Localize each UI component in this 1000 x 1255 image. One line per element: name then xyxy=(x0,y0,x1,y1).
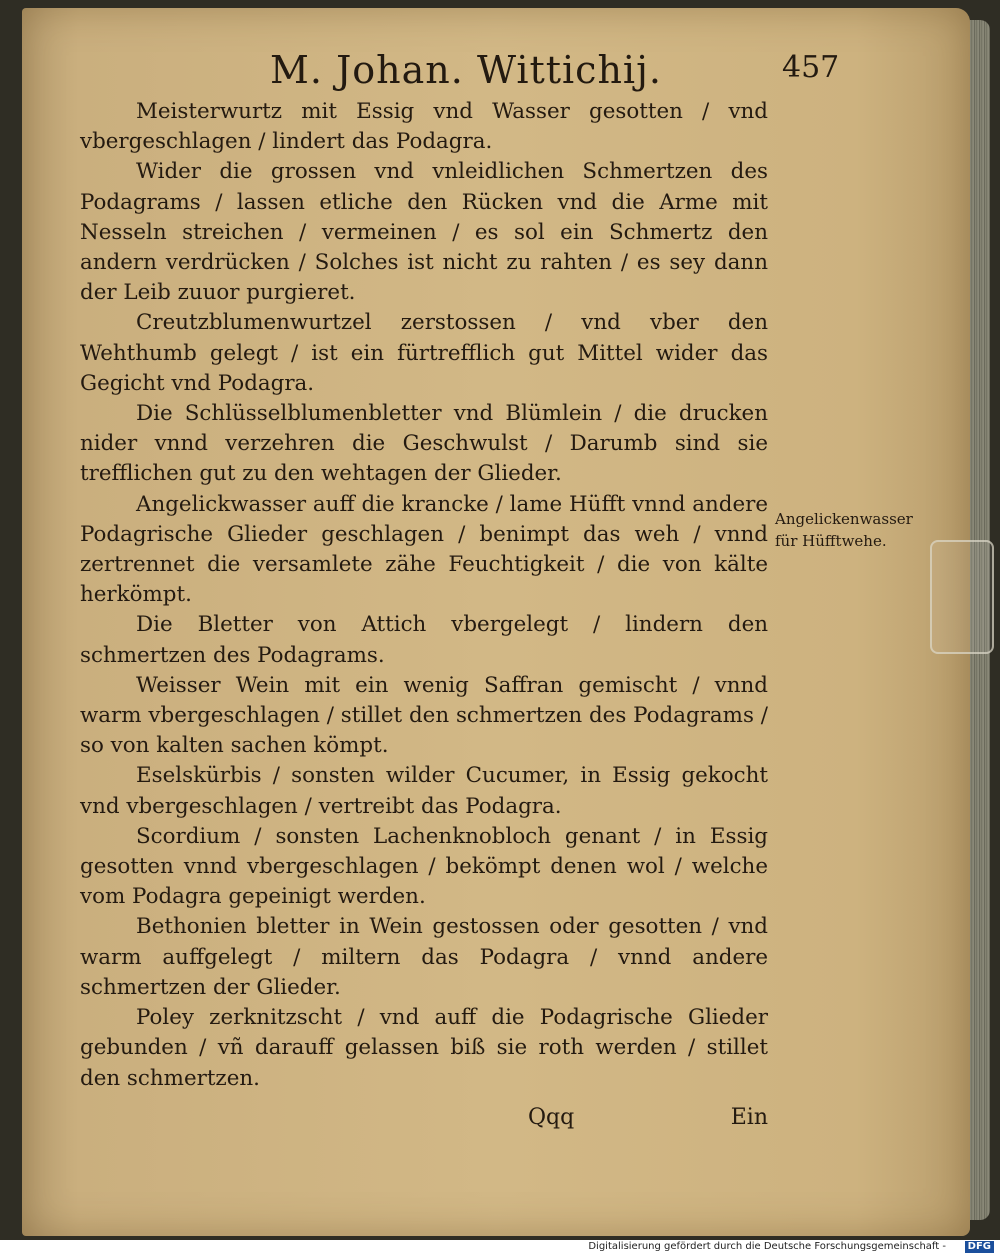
signature-line xyxy=(80,1105,768,1139)
page-tab-marker xyxy=(930,540,994,654)
body-text xyxy=(80,97,768,1094)
funding-credit: Digitalisierung gefördert durch die Deutsche Forschungsgemeinschaft - xyxy=(588,1241,946,1252)
signature-mark: Qqq xyxy=(528,1105,575,1130)
paragraph: Wider die grossen vnd vnleidlichen Schmertzen des Podagrams / lassen etliche den Rücken vnd die Arme mit Nesseln streichen / vermeinen / es sol ein Schmertz den andern verdrücken / Solches ist nicht zu rahten / es sey dann der Leib zuuor purgieret. xyxy=(80,159,768,306)
paragraph: Bethonien bletter in Wein gestossen oder gesotten / vnd warm auffgelegt / miltern das Podagra / vnnd andere schmertzen der Glieder. xyxy=(80,914,768,1000)
paragraph: Die Schlüsselblumenbletter vnd Blümlein / die drucken nider vnnd verzehren die Geschwulst / Darumb sind sie trefflichen gut zu den wehtagen der Glieder. xyxy=(80,401,768,487)
running-head: M. Johan. Wittichij. xyxy=(270,48,662,92)
catchword: Ein xyxy=(730,1105,768,1130)
paragraph: Weisser Wein mit ein wenig Saffran gemischt / vnnd warm vbergeschlagen / stillet den schmertzen des Podagrams / so von kalten sachen kömpt. xyxy=(80,672,768,759)
dfg-logo: DFG xyxy=(965,1241,994,1253)
page-header xyxy=(270,48,870,94)
paragraph: Scordium / sonsten Lachenknobloch genant / in Essig gesotten vnnd vbergeschlagen / bekömpt denen wol / welche vom Podagra gepeinigt werden. xyxy=(80,823,768,910)
paragraph: Creutzblumenwurtzel zerstossen / vnd vber den Wehthumb gelegt / ist ein fürtrefflich gut Mittel wider das Gegicht vnd Podagra. xyxy=(80,310,768,396)
paragraph: Meisterwurtz mit Essig vnd Wasser gesotten / vnd vbergeschlagen / lindert das Podagra. xyxy=(80,99,768,155)
paragraph: Die Bletter von Attich vbergelegt / lindern den schmertzen des Podagrams. xyxy=(80,612,768,668)
footer-bar xyxy=(0,1240,1000,1255)
margin-note: Angelickenwasser für Hüfftwehe. xyxy=(775,510,913,550)
paragraph: Angelickwasser auff die krancke / lame Hüfft vnnd andere Podagrische Glieder geschlagen / benimpt das weh / vnnd zertrennet die versamlete zähe Feuchtigkeit / die von kälte herkömpt. xyxy=(80,491,768,608)
paragraph: Eselskürbis / sonsten wilder Cucumer, in Essig gekocht vnd vbergeschlagen / vertreibt das Podagra. xyxy=(80,763,768,819)
paragraph: Poley zerknitzscht / vnd auff die Podagrische Glieder gebunden / vñ darauff gelassen biß sie roth werden / stillet den schmertzen. xyxy=(80,1005,768,1091)
page-number: 457 xyxy=(782,50,840,85)
